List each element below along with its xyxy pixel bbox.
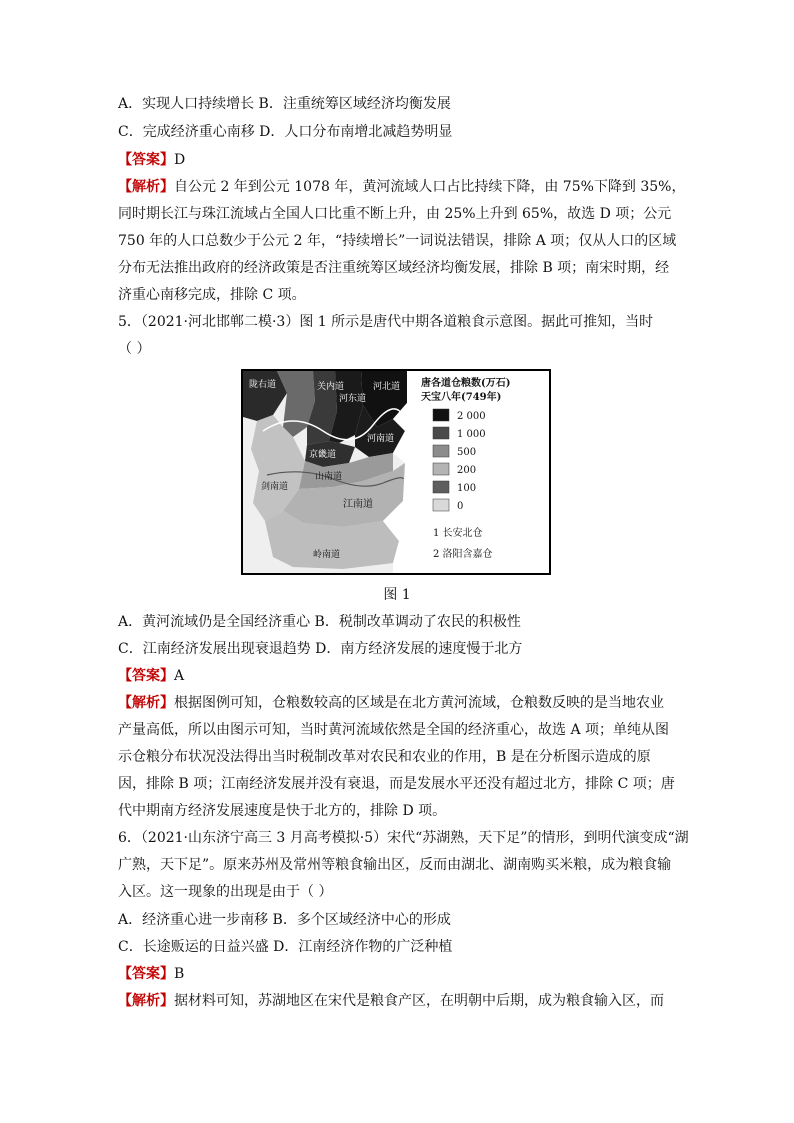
q5-analysis-line-4: 因，排除 B 项；江南经济发展并没有衰退，而是发展水平还没有超过北方，排除 C 项；唐 (118, 776, 675, 792)
label-hebei: 河北道 (373, 382, 401, 392)
label-guannei: 关内道 (317, 382, 345, 392)
q5-analysis-line-5: 代中期南方经济发展速度是快于北方的，排除 D 项。 (118, 803, 447, 819)
note-changan: 1 长安北仓 (433, 528, 483, 539)
label-jiangnan: 江南道 (343, 499, 373, 510)
q5-options-ab: A．黄河流域仍是全国经济重心 B．税制改革调动了农民的积极性 (118, 614, 521, 630)
q4-analysis-line-1 (118, 177, 685, 197)
analysis-text: 据材料可知，苏湖地区在宋代是粮食产区，在明朝中后期，成为粮食输入区，而 (174, 993, 664, 1009)
q5-paren: （ ） (118, 341, 151, 357)
q4-options-ab: A．实现人口持续增长 B．注重统筹区域经济均衡发展 (118, 96, 451, 112)
analysis-tag: 【解析】 (118, 179, 174, 195)
legend-label: 500 (457, 447, 477, 458)
analysis-tag: 【解析】 (118, 695, 174, 711)
q6-stem-line-1: 6．（2021·山东济宁高三 3 月高考模拟·5）宋代“苏湖熟，天下足”的情形，到明代演变成“湖 (118, 830, 689, 846)
label-shannan: 山南道 (315, 472, 343, 482)
legend-label: 200 (457, 465, 477, 476)
label-lingnan: 岭南道 (313, 550, 341, 560)
label-jiannan: 剑南道 (261, 482, 289, 492)
q5-answer (118, 666, 184, 686)
q6-options-cd: C．长途贩运的日益兴盛 D．江南经济作物的广泛种植 (118, 939, 453, 955)
label-henan: 河南道 (367, 434, 395, 444)
label-longyou: 陇右道 (249, 380, 277, 390)
q6-options-ab: A．经济重心进一步南移 B．多个区域经济中心的形成 (118, 912, 451, 928)
label-jingji: 京畿道 (309, 450, 337, 460)
figure-caption: 图 1 (383, 587, 411, 603)
analysis-text: 根据图例可知，仓粮数较高的区域是在北方黄河流域，仓粮数反映的是当地农业 (174, 695, 664, 711)
q4-analysis-line-5: 济重心南移完成，排除 C 项。 (118, 287, 306, 303)
q6-answer (118, 964, 184, 984)
legend-swatch (433, 499, 449, 511)
label-hedong: 河东道 (339, 394, 367, 404)
q4-answer (118, 150, 185, 170)
answer-value: D (174, 152, 186, 168)
q4-analysis-line-3: 750 年的人口总数少于公元 2 年，“持续增长”一词说法错误，排除 A 项；仅从人口的区域 (118, 233, 677, 249)
q6-stem-line-3: 入区。这一现象的出现是由于（ ） (118, 884, 333, 900)
answer-tag: 【答案】 (118, 966, 174, 982)
answer-value: A (174, 668, 185, 684)
q5-analysis-line-3: 示仓粮分布状况没法得出当时税制改革对农民和农业的作用，B 是在分析图示造成的原 (118, 749, 651, 765)
legend-title-1: 唐各道仓粮数(万石) (421, 378, 511, 389)
q6-stem-line-2: 广熟，天下足”。原来苏州及常州等粮食输出区，反而由湖北、湖南购买米粮，成为粮食输 (118, 857, 672, 873)
legend-label: 100 (457, 483, 477, 494)
answer-value: B (174, 966, 185, 982)
q5-analysis-line-1 (118, 693, 664, 713)
legend-swatch (433, 445, 449, 457)
legend-swatch (433, 463, 449, 475)
map-svg (243, 371, 549, 573)
legend-swatch (433, 427, 449, 439)
analysis-tag: 【解析】 (118, 993, 174, 1009)
q4-analysis-line-2: 同时期长江与珠江流域占全国人口比重不断上升，由 25%上升到 65%，故选 D 项；公元 (118, 206, 672, 222)
answer-tag: 【答案】 (118, 152, 174, 168)
legend-label: 0 (457, 501, 464, 512)
legend-label: 1 000 (457, 429, 486, 440)
q5-options-cd: C．江南经济发展出现衰退趋势 D．南方经济发展的速度慢于北方 (118, 641, 523, 657)
answer-tag: 【答案】 (118, 668, 174, 684)
legend-swatch (433, 409, 449, 421)
q5-stem: 5．（2021·河北邯郸二模·3）图 1 所示是唐代中期各道粮食示意图。据此可推知，当时 (118, 314, 654, 330)
q5-analysis-line-2: 产量高低，所以由图示可知，当时黄河流域依然是全国的经济重心，故选 A 项；单纯从图 (118, 722, 670, 738)
tang-grain-map (241, 369, 551, 575)
q4-analysis-line-4: 分布无法推出政府的经济政策是否注重统筹区域经济均衡发展，排除 B 项；南宋时期，经 (118, 260, 670, 276)
legend-label: 2 000 (457, 411, 486, 422)
note-luoyang: 2 洛阳含嘉仓 (433, 549, 493, 560)
legend-title-2: 天宝八年(749年) (421, 392, 502, 403)
q6-analysis-line-1 (118, 991, 664, 1011)
analysis-text: 自公元 2 年到公元 1078 年，黄河流域人口占比持续下降，由 75%下降到 35%， (174, 179, 686, 195)
legend-swatch (433, 481, 449, 493)
q4-options-cd: C．完成经济重心南移 D．人口分布南增北减趋势明显 (118, 124, 453, 140)
